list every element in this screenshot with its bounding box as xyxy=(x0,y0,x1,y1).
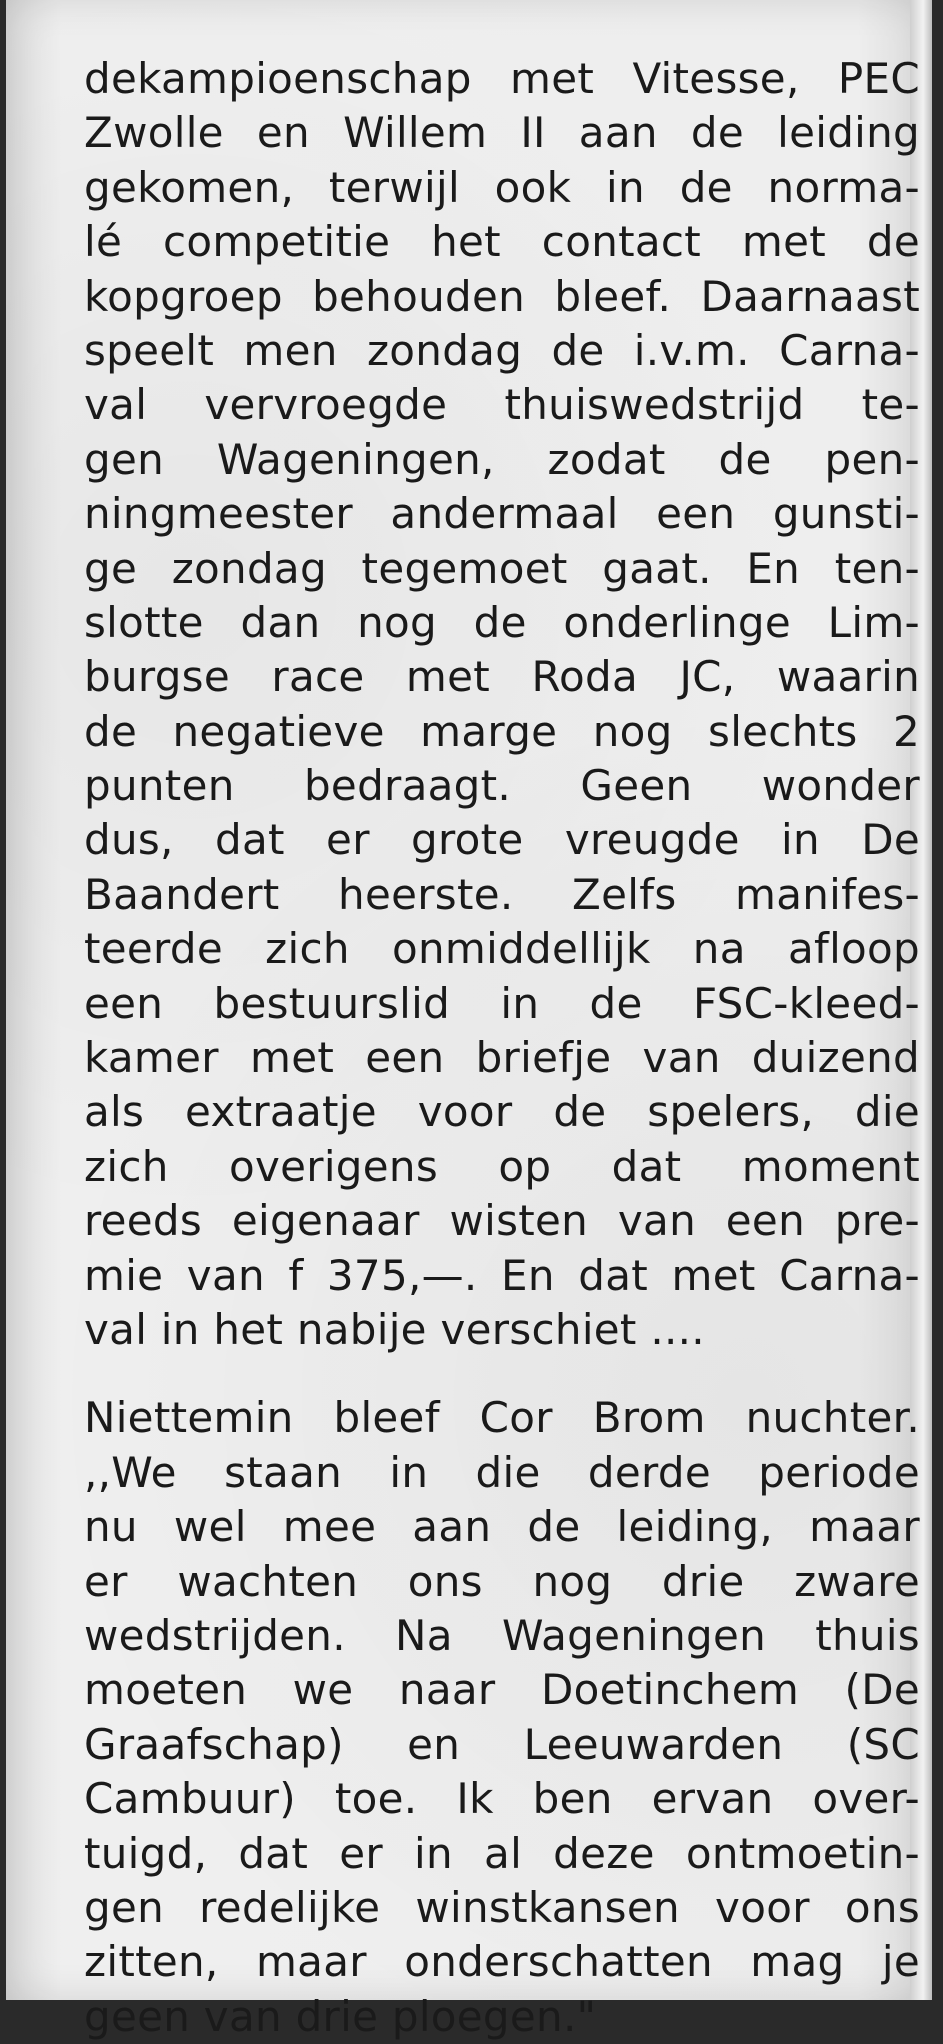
text-line: Zwolle en Willem II aan de leiding xyxy=(84,108,920,158)
text-line: tuigd, dat er in al deze ontmoetin- xyxy=(84,1828,920,1878)
text-line: dekampioenschap met Vitesse, PEC xyxy=(84,54,920,103)
text-line: slotte dan nog de onderlinge Lim- xyxy=(84,597,920,647)
text-line: reeds eigenaar wisten van een pre- xyxy=(84,1196,920,1246)
text-line: de negatieve marge nog slechts 2 xyxy=(84,706,920,756)
text-line: val vervroegde thuiswedstrijd te- xyxy=(84,380,920,430)
text-line: ningmeester andermaal een gunsti- xyxy=(84,489,920,539)
text-line: zich overigens op dat moment xyxy=(84,1141,920,1191)
text-line: Cambuur) toe. Ik ben ervan over- xyxy=(84,1774,920,1824)
text-line: kamer met een briefje van duizend xyxy=(84,1033,920,1083)
text-line: Niettemin bleef Cor Brom nuchter. xyxy=(84,1393,920,1443)
text-line: gen Wageningen, zodat de pen- xyxy=(84,434,920,484)
text-line: dus, dat er grote vreugde in De xyxy=(84,815,920,865)
text-line: er wachten ons nog drie zware xyxy=(84,1556,920,1606)
paragraph-gap xyxy=(84,1357,920,1391)
text-line: gen redelijke winstkansen voor ons xyxy=(84,1882,920,1932)
text-line: zitten, maar onderschatten mag je xyxy=(84,1937,920,1987)
text-line: lé competitie het contact met de xyxy=(84,217,920,267)
text-line: als extraatje voor de spelers, die xyxy=(84,1087,920,1137)
text-line: ge zondag tegemoet gaat. En ten- xyxy=(84,543,920,593)
paragraph-1 xyxy=(84,52,920,1357)
text-line: teerde zich onmiddellijk na afloop xyxy=(84,924,920,974)
text-line: een bestuurslid in de FSC-kleed- xyxy=(84,978,920,1028)
paragraph-2 xyxy=(84,1391,920,2044)
text-line: punten bedraagt. Geen wonder xyxy=(84,761,920,811)
text-line: Baandert heerste. Zelfs manifes- xyxy=(84,869,920,919)
text-line: kopgroep behouden bleef. Daarnaast xyxy=(84,271,920,321)
text-line: nu wel mee aan de leiding, maar xyxy=(84,1502,920,1552)
text-line: Graafschap) en Leeuwarden (SC xyxy=(84,1719,920,1769)
text-line: val in het nabije verschiet .... xyxy=(84,1304,705,1354)
text-line: speelt men zondag de i.v.m. Carna- xyxy=(84,325,920,375)
text-line: ,,We staan in die derde periode xyxy=(84,1447,920,1497)
text-line: gekomen, terwijl ook in de norma- xyxy=(84,162,920,212)
article-column xyxy=(84,52,920,2044)
text-line: mie van f 375,—. En dat met Carna- xyxy=(84,1250,920,1300)
text-line: wedstrijden. Na Wageningen thuis xyxy=(84,1610,920,1660)
text-line: burgse race met Roda JC, waarin xyxy=(84,652,920,702)
newspaper-clipping xyxy=(6,0,932,2041)
text-line: geen van drie ploegen." xyxy=(84,1991,597,2041)
text-line: moeten we naar Doetinchem (De xyxy=(84,1665,920,1715)
